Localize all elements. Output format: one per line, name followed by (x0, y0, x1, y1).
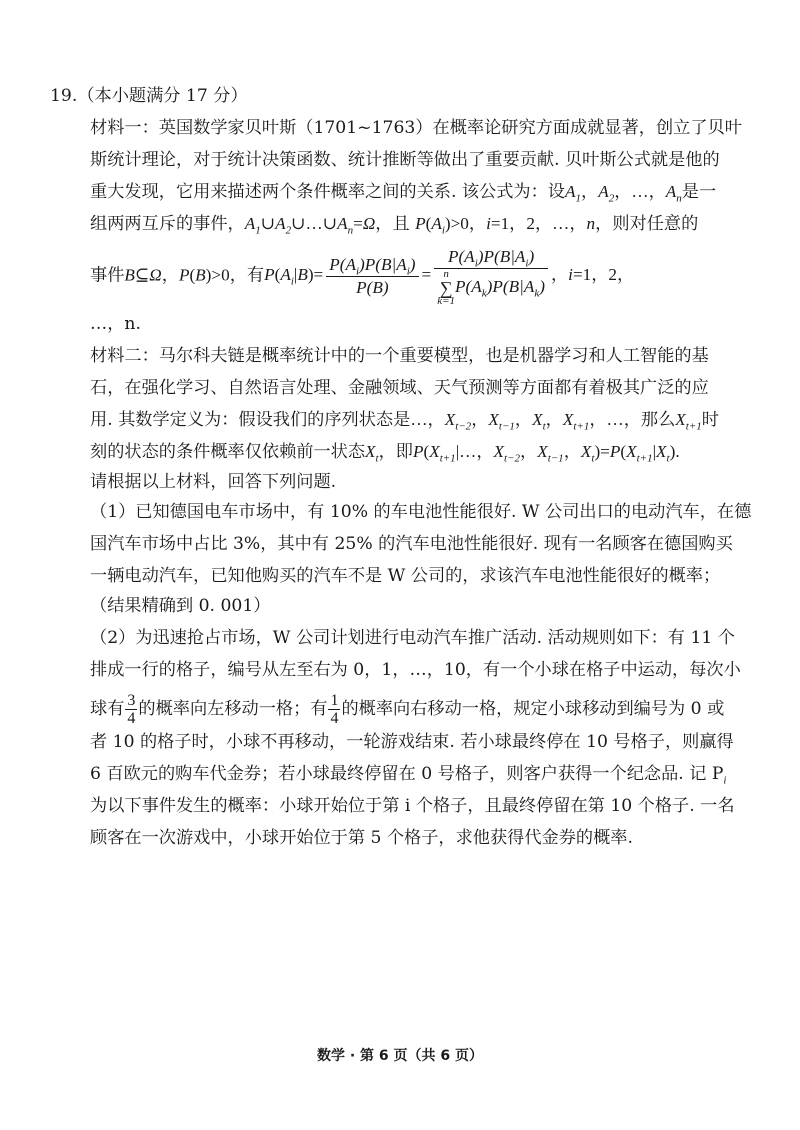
material1-line4-text2: 则对任意的 (612, 214, 699, 234)
material1-line5-prefix: 事件 (90, 265, 125, 286)
score-note: （本小题满分 17 分） (77, 86, 248, 106)
sum-symbol: n ∑ k=1 (437, 268, 456, 307)
part2-line7: 顾客在一次游戏中，小球开始位于第 5 个格子，求他获得代金券的概率. (90, 828, 633, 848)
part2-line3-a: 球有 (90, 699, 125, 719)
markov-formula: $P(X_{t+1}|\dots$，$X_{t-2}$，$X_{t-1}$，$X_t)=P(X_{t+1}|X_t)$. (412, 442, 680, 465)
part1-line1: （1）已知德国电车市场中，有 10% 的车电池性能很好. W 公司出口的电动汽车，在德 (90, 502, 752, 522)
bayes-fraction-1: $\frac{P(A_i)P(B|A_i)}{P(B)}$ (326, 254, 418, 299)
material2-line4 (90, 440, 680, 464)
part1-line3: 一辆电动汽车，已知他购买的汽车不是 W 公司的，求该汽车电池性能很好的概率； (90, 566, 721, 586)
material1-line1: 材料一：英国数学家贝叶斯（1701~1763）在概率论研究方面成就显著，创立了贝叶 (90, 118, 742, 138)
fraction-three-quarters (125, 692, 137, 727)
fraction1-denominator: 4 (127, 710, 136, 727)
prev-state-formula: $X_t$ (365, 442, 379, 465)
fraction2-numerator: 1 (330, 692, 339, 709)
material2-line4-mid: ，即 (378, 442, 413, 462)
part2-line3-b: 的概率向左移动一格；有 (138, 699, 328, 719)
material2-line1: 材料二：马尔科夫链是概率统计中的一个重要模型，也是机器学习和人工智能的基 (90, 346, 709, 366)
material2-line2: 石，在强化学习、自然语言处理、金融领域、天气预测等方面都有着极其广泛的应 (90, 378, 709, 398)
bayes-formula: $P(A_i|B)=$ $\frac{P(A_i)P(B|A_i)}{P(B)}$ = $P(A_i)P(B|A_i)$ n ∑ $k=1P(A_k)P(B|A_k)$ ，i=1，2， (264, 247, 635, 307)
material2-line4-text: 刻的状态的条件概率仅依赖前一状态 (90, 442, 366, 462)
fraction2-denominator: 4 (330, 710, 339, 727)
material1-line2: 斯统计理论，对于统计决策函数、统计推断等做出了重要贡献. 贝叶斯公式就是他的 (90, 150, 720, 170)
fraction1-numerator: 3 (127, 692, 136, 709)
bayes-fraction-2: $P(A_i)P(B|A_i)$ n ∑ $k=1P(A_k)P(B|A_k)$ (434, 246, 548, 307)
part2-line5 (90, 762, 726, 786)
next-state-formula: $X_{t+1}$ (675, 410, 702, 433)
part2-line3-c: 的概率向右移动一格，规定小球移动到编号为 0 或 (341, 699, 725, 719)
part1-line4: （结果精确到 0. 001） (90, 596, 271, 616)
material2-line3-tail: ，那么 (623, 410, 676, 430)
material2-line3-end: 时 (701, 410, 719, 430)
material2-line3 (90, 408, 719, 432)
union-formula: $A_1\cup A_2\cup\dots\cup A_n=\Omega$ (244, 214, 376, 237)
material1-line3-text: 重大发现，它用来描述两个条件概率之间的关系. 该公式为：设 (90, 182, 565, 202)
fraction-one-quarter (328, 692, 340, 727)
positive-prob-formula: $P(A_i)>0$，i=1，2，…，n (415, 214, 596, 237)
material1-line3: 重大发现，它用来描述两个条件概率之间的关系. 该公式为：设$A_1$，$A_2$，…，$A_n$是一 (90, 182, 717, 205)
part1-line2: 国汽车市场中占比 3%，其中有 25% 的汽车电池性能很好. 现有一名顾客在德国购买 (90, 534, 733, 554)
event-list-formula: $A_1$，$A_2$，…，$A_n$ (565, 182, 682, 205)
sequence-formula: …，$X_{t-2}$，$X_{t-1}$，$X_t$，$X_{t+1}$，… (410, 410, 624, 433)
material1-line6: …，n. (90, 314, 141, 334)
part2-line4: 者 10 的格子时，小球不再移动，一轮游戏结束. 若小球最终停在 10 号格子，则赢得 (90, 732, 734, 752)
material1-line4: 组两两互斥的事件，$A_1\cup A_2\cup\dots\cup A_n=\Omega$，且 $P(A_i)>0$，i=1，2，…，n，则对任意的 (90, 214, 699, 237)
material2-line3-text: 用. 其数学定义为：假设我们的序列状态是 (90, 410, 411, 430)
material2-line5: 请根据以上材料，回答下列问题. (90, 472, 337, 492)
material1-line5-mid: ，有 (229, 265, 265, 286)
part2-line1: （2）为迅速抢占市场，W 公司计划进行电动汽车推广活动. 活动规则如下：有 11 个 (90, 628, 735, 648)
subscript-i: i (723, 774, 727, 787)
material1-line4-text: 组两两互斥的事件， (90, 214, 245, 234)
part2-line3 (90, 692, 724, 727)
question-number: 19. (50, 86, 78, 106)
part2-line5-text: 6 百欧元的购车代金券；若小球最终停留在 0 号格子，则客户获得一个纪念品. 记 P (90, 764, 724, 784)
page-footer: 数学 · 第 6 页（共 6 页） (316, 1048, 484, 1064)
question-header (50, 84, 248, 108)
subset-formula: B⊆Ω，P(B)>0 (124, 265, 230, 285)
material1-line5 (90, 246, 634, 307)
part2-line2: 排成一行的格子，编号从左至右为 0，1，…，10，有一个小球在格子中运动，每次小 (90, 660, 741, 680)
part2-line6: 为以下事件发生的概率：小球开始位于第 i 个格子，且最终停留在第 10 个格子. 一名 (90, 796, 735, 816)
